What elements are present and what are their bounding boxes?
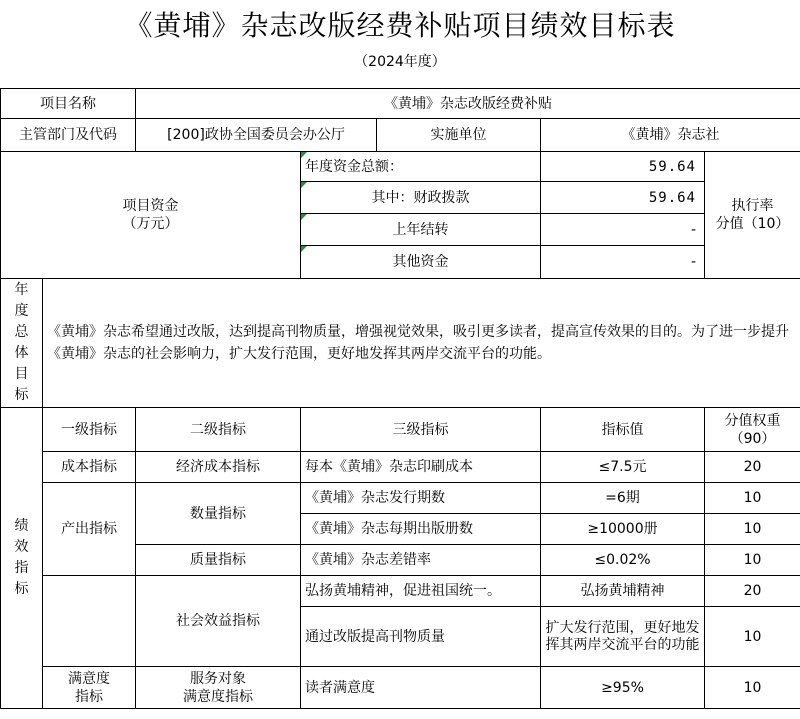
row-effect-1 xyxy=(1,576,800,607)
fund-fiscal-label-text: 其中：财政拨款 xyxy=(371,189,470,206)
annual-goal-char: 体 xyxy=(14,345,29,361)
header-level2: 二级指标 xyxy=(136,408,301,452)
performance-indicator-label xyxy=(1,408,43,709)
row-cost xyxy=(1,452,800,483)
q1-value: =6期 xyxy=(541,483,705,514)
fund-fiscal-value: 59.64 xyxy=(541,182,705,214)
cost-level1: 成本指标 xyxy=(43,452,136,483)
header-level3: 三级指标 xyxy=(301,408,541,452)
effect1-level3: 弘扬黄埔精神，促进祖国统一。 xyxy=(301,576,541,607)
implementing-unit-value: 《黄埔》杂志社 xyxy=(541,119,800,152)
fund-total-value: 59.64 xyxy=(541,152,705,182)
satisfaction-level1: 满意度 指标 xyxy=(43,667,136,709)
annual-goal-label xyxy=(1,279,43,408)
quality-value: ≤0.02% xyxy=(541,545,705,576)
annual-goal-char: 总 xyxy=(14,324,29,340)
row-output-quantity-1 xyxy=(1,483,800,514)
effect2-value: 扩大发行范围，更好地发挥其两岸交流平台的功能 xyxy=(541,607,705,667)
effect2-level3: 通过改版提高刊物质量 xyxy=(301,607,541,667)
effect-level1 xyxy=(43,576,136,667)
satisfaction-value: ≥95% xyxy=(541,667,705,709)
annual-goal-char: 年 xyxy=(14,282,29,298)
header-weight: 分值权重 （90） xyxy=(705,408,800,452)
row-department xyxy=(1,119,800,152)
cost-weight: 20 xyxy=(705,452,800,483)
implementing-unit-label: 实施单位 xyxy=(377,119,541,152)
row-project-name xyxy=(1,89,800,119)
department-value: [200]政协全国委员会办公厅 xyxy=(136,119,377,152)
project-name-value: 《黄埔》杂志改版经费补贴 xyxy=(136,89,800,119)
effect1-value: 弘扬黄埔精神 xyxy=(541,576,705,607)
row-satisfaction xyxy=(1,667,800,709)
fund-total-label-text: 年度资金总额： xyxy=(305,158,403,175)
quantity-level2: 数量指标 xyxy=(136,483,301,545)
fund-other-label xyxy=(301,246,541,279)
project-funds-label: 项目资金 （万元） xyxy=(1,152,301,279)
q2-level3: 《黄埔》杂志每期出版册数 xyxy=(301,514,541,545)
q2-value: ≥10000册 xyxy=(541,514,705,545)
department-label: 主管部门及代码 xyxy=(1,119,136,152)
page-subtitle: （2024年度） xyxy=(354,54,446,70)
satisfaction-level3: 读者满意度 xyxy=(301,667,541,709)
q1-level3: 《黄埔》杂志发行期数 xyxy=(301,483,541,514)
indicator-char: 绩 xyxy=(14,518,29,534)
q1-weight: 10 xyxy=(705,483,800,514)
row-fund-total xyxy=(1,152,800,182)
fund-carryover-label xyxy=(301,214,541,246)
indicator-char: 效 xyxy=(14,539,29,555)
fund-fiscal-label xyxy=(301,182,541,214)
satisfaction-weight: 10 xyxy=(705,667,800,709)
cost-level3: 每本《黄埔》杂志印刷成本 xyxy=(301,452,541,483)
fund-total-label xyxy=(301,152,541,182)
indicator-char: 标 xyxy=(14,581,29,597)
annual-goal-text: 《黄埔》杂志希望通过改版，达到提高刊物质量，增强视觉效果，吸引更多读者，提高宣传效果的目的。为了进一步提升《黄埔》杂志的社会影响力，扩大发行范围，更好地发挥其两岸交流平台的功能。 xyxy=(43,279,800,408)
header-level1: 一级指标 xyxy=(43,408,136,452)
quality-level2: 质量指标 xyxy=(136,545,301,576)
annual-goal-char: 度 xyxy=(14,303,29,319)
project-name-label: 项目名称 xyxy=(1,89,136,119)
effect2-weight: 10 xyxy=(705,607,800,667)
cost-value: ≤7.5元 xyxy=(541,452,705,483)
fund-other-value: - xyxy=(541,246,705,279)
q2-weight: 10 xyxy=(705,514,800,545)
quality-weight: 10 xyxy=(705,545,800,576)
effect-level2: 社会效益指标 xyxy=(136,576,301,667)
annual-goal-char: 标 xyxy=(14,387,29,403)
page-title: 《黄埔》杂志改版经费补贴项目绩效目标表 xyxy=(124,9,676,42)
execution-rate-label: 执行率 分值（10） xyxy=(705,152,800,279)
row-annual-goal xyxy=(1,279,800,408)
fund-carryover-value: - xyxy=(541,214,705,246)
performance-table xyxy=(0,88,800,709)
indicator-char: 指 xyxy=(14,560,29,576)
quality-level3: 《黄埔》杂志差错率 xyxy=(301,545,541,576)
satisfaction-level2: 服务对象 满意度指标 xyxy=(136,667,301,709)
output-level1: 产出指标 xyxy=(43,483,136,576)
header-value: 指标值 xyxy=(541,408,705,452)
annual-goal-char: 目 xyxy=(14,366,29,382)
cost-level2: 经济成本指标 xyxy=(136,452,301,483)
row-indicator-header xyxy=(1,408,800,452)
fund-carryover-label-text: 上年结转 xyxy=(392,221,449,238)
effect1-weight: 20 xyxy=(705,576,800,607)
fund-other-label-text: 其他资金 xyxy=(392,254,449,270)
